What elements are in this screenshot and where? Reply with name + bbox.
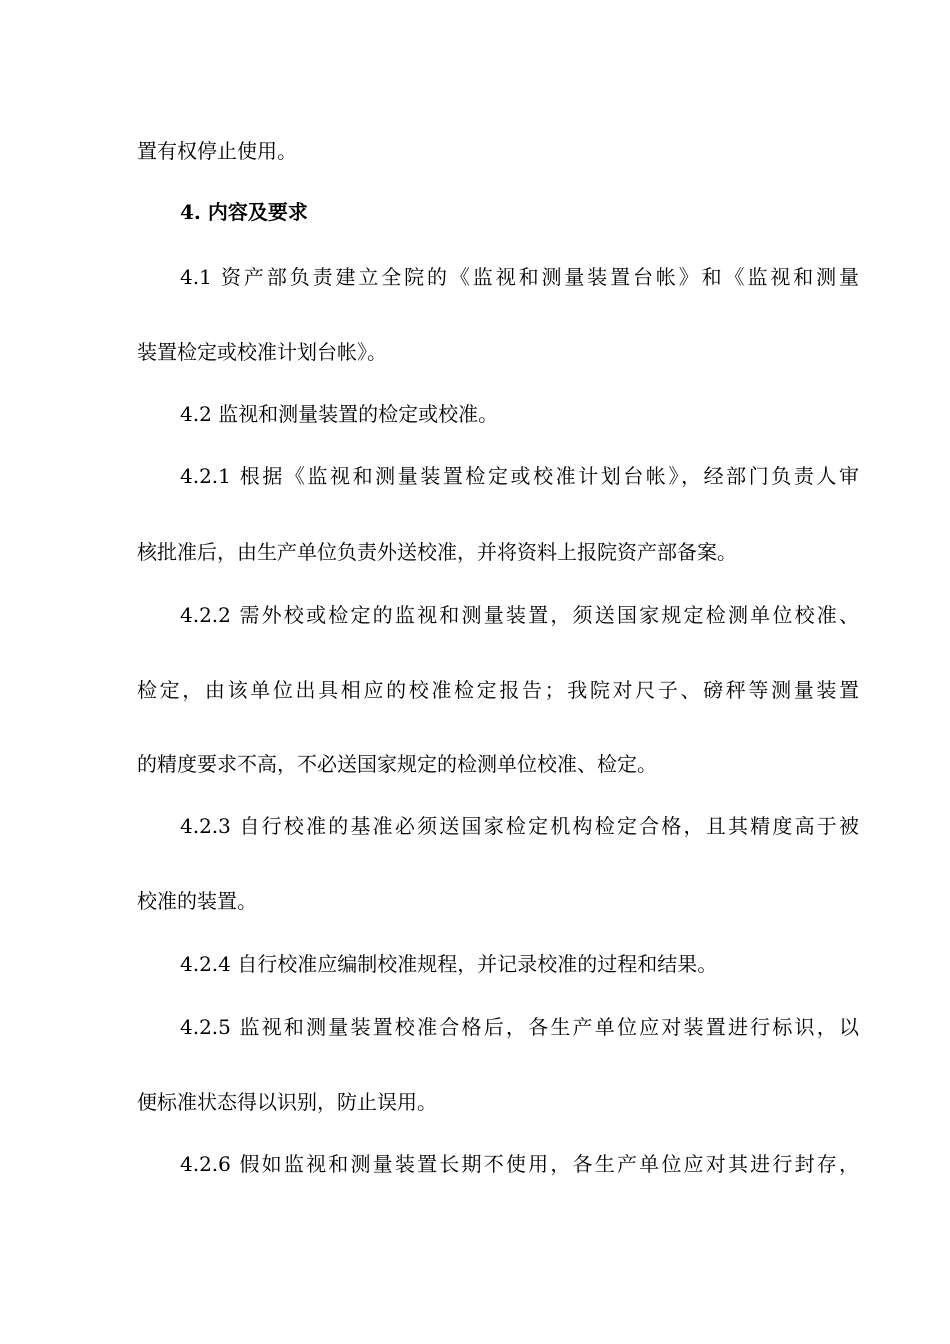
paragraph-4-2-2-line-2: 检定，由该单位出具相应的校准检定报告；我院对尺子、磅秤等测量装置 — [137, 678, 859, 702]
paragraph-4-2: 4.2 监视和测量装置的检定或校准。 — [180, 402, 499, 426]
paragraph-4-2-3-line-1: 4.2.3 自行校准的基准必须送国家检定机构检定合格，且其精度高于被 — [180, 814, 859, 838]
paragraph-continuation: 置有权停止使用。 — [137, 139, 297, 163]
paragraph-4-2-6-line-1: 4.2.6 假如监视和测量装置长期不使用，各生产单位应对其进行封存， — [180, 1152, 859, 1176]
paragraph-4-2-2-line-3: 的精度要求不高，不必送国家规定的检测单位校准、检定。 — [137, 752, 657, 776]
section-heading: 4. 内容及要求 — [180, 200, 308, 224]
paragraph-4-2-4: 4.2.4 自行校准应编制校准规程，并记录校准的过程和结果。 — [180, 952, 718, 976]
paragraph-4-2-5-line-2: 便标准状态得以识别，防止误用。 — [137, 1090, 437, 1114]
paragraph-4-2-3-line-2: 校准的装置。 — [137, 889, 257, 913]
paragraph-4-1-line-2: 装置检定或校准计划台帐》。 — [137, 340, 387, 364]
paragraph-4-2-5-line-1: 4.2.5 监视和测量装置校准合格后，各生产单位应对装置进行标识，以 — [180, 1015, 859, 1039]
paragraph-4-1-line-1: 4.1 资产部负责建立全院的《监视和测量装置台帐》和《监视和测量 — [180, 265, 859, 289]
paragraph-4-2-2-line-1: 4.2.2 需外校或检定的监视和测量装置，须送国家规定检测单位校准、 — [180, 603, 859, 627]
paragraph-4-2-1-line-1: 4.2.1 根据《监视和测量装置检定或校准计划台帐》，经部门负责人审 — [180, 464, 859, 488]
paragraph-4-2-1-line-2: 核批准后，由生产单位负责外送校准，并将资料上报院资产部备案。 — [137, 540, 737, 564]
